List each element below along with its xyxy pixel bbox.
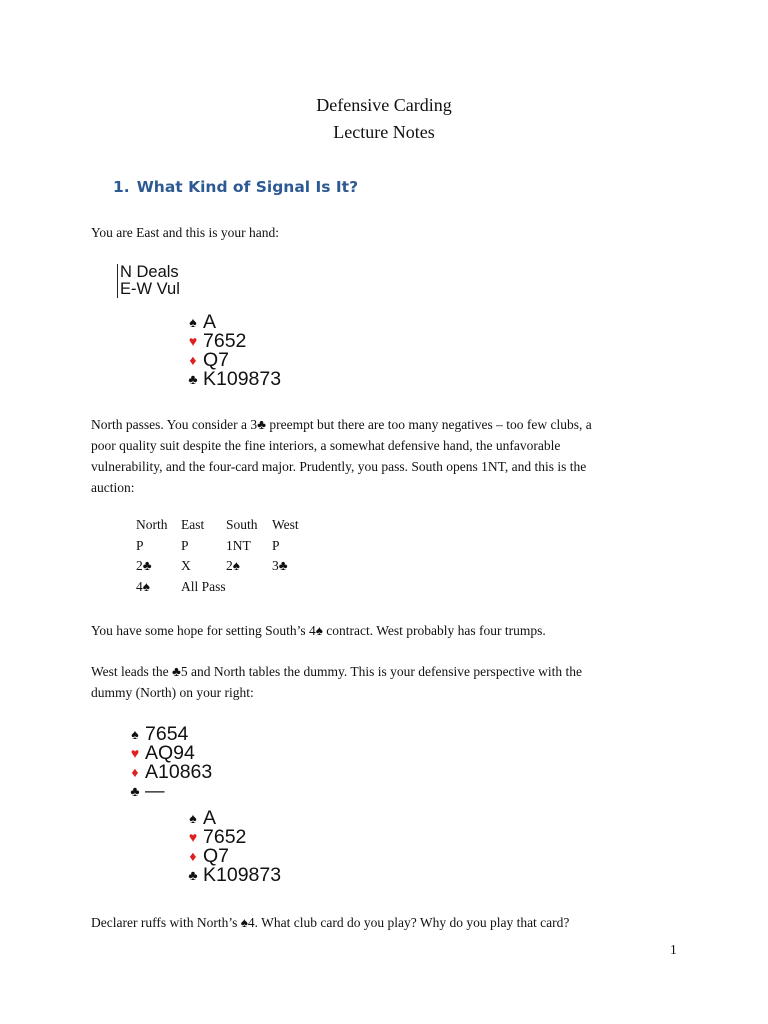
document-subtitle: Lecture Notes: [333, 122, 435, 142]
auction-header-south: South: [226, 517, 258, 532]
hand-row-hearts: [183, 332, 281, 351]
paragraph-hope: You have some hope for setting South’s 4♠ contract. West probably has four trumps.: [91, 623, 546, 638]
auction-table: [136, 517, 322, 599]
diamond-icon: ♦: [189, 848, 197, 864]
hand-row-diamonds: [125, 763, 212, 782]
club-cards: K109873: [203, 864, 282, 886]
auction-cell: All Pass: [181, 578, 226, 594]
section-number: 1.: [113, 178, 130, 196]
dealer-label: N Deals: [120, 263, 179, 281]
paragraph-question: Declarer ruffs with North’s ♠4. What club card do you play? Why do you play that card?: [91, 915, 570, 930]
spade-icon: ♠: [131, 726, 139, 742]
spade-cards: A: [203, 807, 217, 829]
auction-cell: 3♣: [272, 558, 288, 573]
heart-icon: ♥: [188, 333, 198, 349]
auction-header-west: West: [272, 517, 299, 532]
hand-row-clubs: [125, 782, 212, 801]
vulnerability-label: E-W Vul: [120, 280, 180, 298]
club-icon: ♣: [130, 783, 140, 799]
heart-icon: ♥: [188, 829, 198, 845]
intro-paragraph: You are East and this is your hand:: [91, 225, 279, 240]
section-title: What Kind of Signal Is It?: [136, 178, 359, 196]
heart-cards: 7652: [203, 330, 247, 352]
page-number: 1: [670, 942, 677, 957]
auction-cell: P: [136, 537, 144, 553]
auction-cell: 2♣: [136, 558, 152, 573]
heart-cards: 7652: [203, 826, 247, 848]
auction-cell: 4♠: [136, 578, 150, 594]
auction-cell: 1NT: [226, 537, 251, 553]
paragraph-line: auction:: [91, 480, 135, 495]
hand-row-clubs: [183, 866, 281, 885]
hand-row-hearts: [183, 828, 281, 847]
diamond-cards: Q7: [203, 845, 230, 867]
club-icon: ♣: [188, 371, 198, 387]
auction-cell: 2♠: [226, 558, 240, 573]
heart-icon: ♥: [130, 745, 140, 761]
auction-row: [136, 538, 322, 559]
deal-info-box: [117, 264, 180, 298]
east-hand-diagram-2: [183, 809, 281, 885]
east-hand-diagram: [183, 313, 281, 389]
paragraph-opening-lead: [91, 661, 671, 703]
diamond-icon: ♦: [131, 764, 139, 780]
auction-cell: P: [181, 537, 189, 553]
paragraph-line: dummy (North) on your right:: [91, 685, 254, 700]
spade-icon: ♠: [189, 314, 197, 330]
auction-header-row: [136, 517, 322, 538]
document-title: Defensive Carding: [316, 95, 452, 115]
heart-cards: AQ94: [145, 742, 195, 764]
club-icon: ♣: [188, 867, 198, 883]
auction-cell: X: [181, 558, 191, 573]
spade-icon: ♠: [189, 810, 197, 826]
auction-row: [136, 579, 322, 600]
auction-header-east: East: [181, 517, 205, 532]
spade-cards: A: [203, 311, 217, 333]
spade-cards: 7654: [145, 723, 189, 745]
hand-row-clubs: [183, 370, 281, 389]
paragraph-bidding-reasoning: [91, 414, 671, 498]
auction-header-north: North: [136, 517, 168, 532]
diamond-cards: Q7: [203, 349, 230, 371]
paragraph-line: poor quality suit despite the fine interiors, a somewhat defensive hand, the unfavorable: [91, 438, 561, 453]
paragraph-line: vulnerability, and the four-card major. Prudently, you pass. South opens 1NT, and this is the: [91, 459, 587, 474]
auction-cell: P: [272, 537, 280, 553]
diamond-cards: A10863: [145, 761, 213, 783]
paragraph-line: West leads the ♣5 and North tables the dummy. This is your defensive perspective with the: [91, 664, 583, 679]
club-cards: K109873: [203, 368, 282, 390]
auction-row: [136, 558, 322, 579]
paragraph-line: North passes. You consider a 3♣ preempt but there are too many negatives – too few clubs, a: [91, 417, 592, 432]
north-hand-diagram: [125, 725, 212, 801]
club-cards: —: [145, 780, 165, 802]
section-heading: [113, 178, 358, 196]
diamond-icon: ♦: [189, 352, 197, 368]
